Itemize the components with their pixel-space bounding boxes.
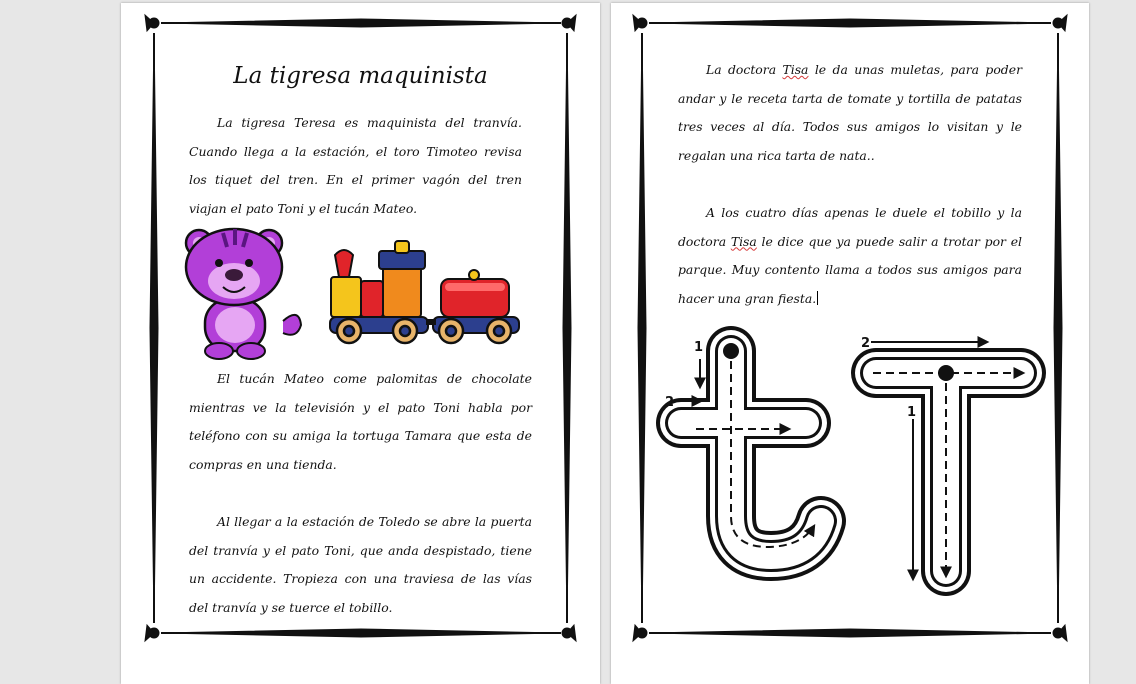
- spellcheck-underlined-word: Tisa: [782, 62, 809, 77]
- paragraph-text: le da unas muletas, para poder andar y le receta tarta de tomate y tortilla de patatas tres veces al día. Todos sus amigos lo visitan y le regalan una rica tarta de nata..: [678, 62, 1022, 163]
- uppercase-t-tracing: [861, 336, 1023, 579]
- stroke-order-number: 1: [907, 405, 917, 420]
- stroke-order-number: 2: [861, 336, 871, 351]
- story-paragraph-1: La tigresa Teresa es maquinista del tranvía. Cuando llega a la estación, el toro Timoteo revisa los tiquet del tren. En el primer vagón del tren viajan el pato Toni y el tucán Mateo.: [189, 115, 522, 216]
- stroke-order-number: 1: [694, 340, 704, 355]
- document-page-left: [121, 3, 600, 684]
- document-page-right: [611, 3, 1089, 684]
- tiger-illustration: [183, 221, 305, 363]
- letter-tracing-figure: [651, 321, 1051, 597]
- story-paragraph-2: El tucán Mateo come palomitas de chocolate mientras ve la televisión y el pato Toni habla por teléfono con su amiga la tortuga Tamara que esta de compras en una tienda.: [189, 371, 532, 472]
- stroke-order-number: 2: [665, 395, 675, 410]
- paragraph-text: le dice que ya puede salir a trotar por el parque. Muy contento llama a todos sus amigos para hacer una gran fiesta.: [678, 233, 1022, 306]
- lowercase-t-tracing: [665, 340, 821, 556]
- story-paragraph-4: [678, 56, 1022, 170]
- paragraph-text: La doctora: [706, 62, 783, 77]
- spellcheck-underlined-word: Tisa: [730, 233, 757, 249]
- story-paragraph-3: Al llegar a la estación de Toledo se abre la puerta del tranvía y el pato Toni, que anda despistado, tiene un accidente. Tropieza con una traviesa de las vías del tranvía y se tuerce el tobillo.: [189, 514, 532, 615]
- text-cursor: [817, 291, 818, 305]
- story-title: La tigresa maquinista: [233, 63, 488, 89]
- story-paragraph-5: [678, 199, 1022, 313]
- toy-train-illustration: [327, 237, 523, 349]
- paragraph-text: A los cuatro días apenas le duele el tobillo y la doctora: [678, 205, 1022, 249]
